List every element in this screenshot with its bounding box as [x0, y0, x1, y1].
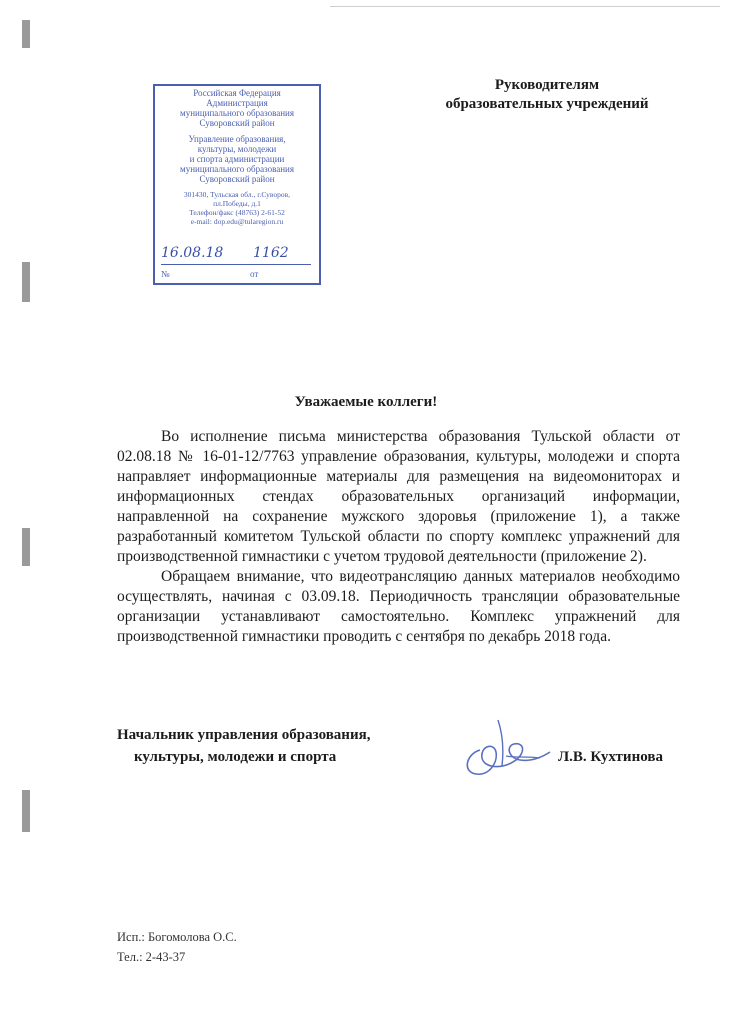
stamp-line: муниципального образования — [180, 164, 294, 174]
executor-block — [117, 927, 237, 967]
addressee-line: образовательных учреждений — [445, 96, 649, 112]
salutation: Уважаемые коллеги! — [294, 394, 438, 410]
handwritten-signature — [458, 712, 553, 782]
stamp-line: Суворовский район — [199, 174, 275, 184]
position-line: Начальник управления образования, — [117, 727, 371, 743]
registration-stamp — [153, 84, 321, 285]
stamp-registration-line — [161, 245, 311, 265]
signatory-position — [117, 724, 370, 768]
stamp-line: Суворовский район — [199, 118, 275, 128]
position-line: культуры, молодежи и спорта — [134, 749, 337, 765]
executor-name: Исп.: Богомолова О.С. — [117, 930, 237, 944]
stamp-reg-number: 1162 — [253, 245, 289, 261]
addressee-line: Руководителям — [494, 77, 600, 93]
stamp-address: 301430, Тульская обл., г.Суворов, — [183, 190, 291, 199]
stamp-reg-date: 16.08.18 — [161, 245, 224, 261]
scan-edge-line — [330, 6, 720, 7]
body-paragraph: Во исполнение письма министерства образования Тульской области от 02.08.18 № 16-01-12/7763 управление образования, культуры, молодежи и спорта направляет информационные материалы для размещения на видеомониторах и информационных стендах образовательных организаций информации, направленной на сохранение мужского здоровья (приложение 1), а также разработанный комитетом Тульской области по спорту комплекс упражнений для производственной гимнастики с учетом трудовой деятельности (приложение 2). — [117, 428, 680, 565]
stamp-line: Управление образования, — [188, 134, 286, 144]
stamp-line: Администрация — [206, 98, 268, 108]
executor-phone: Тел.: 2-43-37 — [117, 950, 186, 964]
stamp-address: e-mail: dop.edu@tularegion.ru — [190, 217, 284, 226]
stamp-from-label: от — [250, 269, 259, 279]
signatory-name: Л.В. Кухтинова — [558, 749, 663, 765]
body-paragraph: Обращаем внимание, что видеотрансляцию данных материалов необходимо осуществлять, начиная с 03.09.18. Периодичность трансляции образовательные организации устанавливают самостоятельно. Комплекс упражнений для производственной гимнастики проводить с сентября по декабрь 2018 года. — [117, 568, 680, 645]
addressee-block — [418, 76, 676, 114]
stamp-line: и спорта администрации — [189, 154, 285, 164]
letter-body — [117, 427, 680, 647]
stamp-address: пл.Победы, д.1 — [213, 199, 261, 208]
stamp-line: муниципального образования — [180, 108, 294, 118]
stamp-address: Телефон/факс (48763) 2-61-52 — [189, 208, 285, 217]
stamp-line: Российская Федерация — [193, 88, 281, 98]
stamp-no-label: № — [161, 269, 170, 279]
stamp-line: культуры, молодежи — [197, 144, 277, 154]
